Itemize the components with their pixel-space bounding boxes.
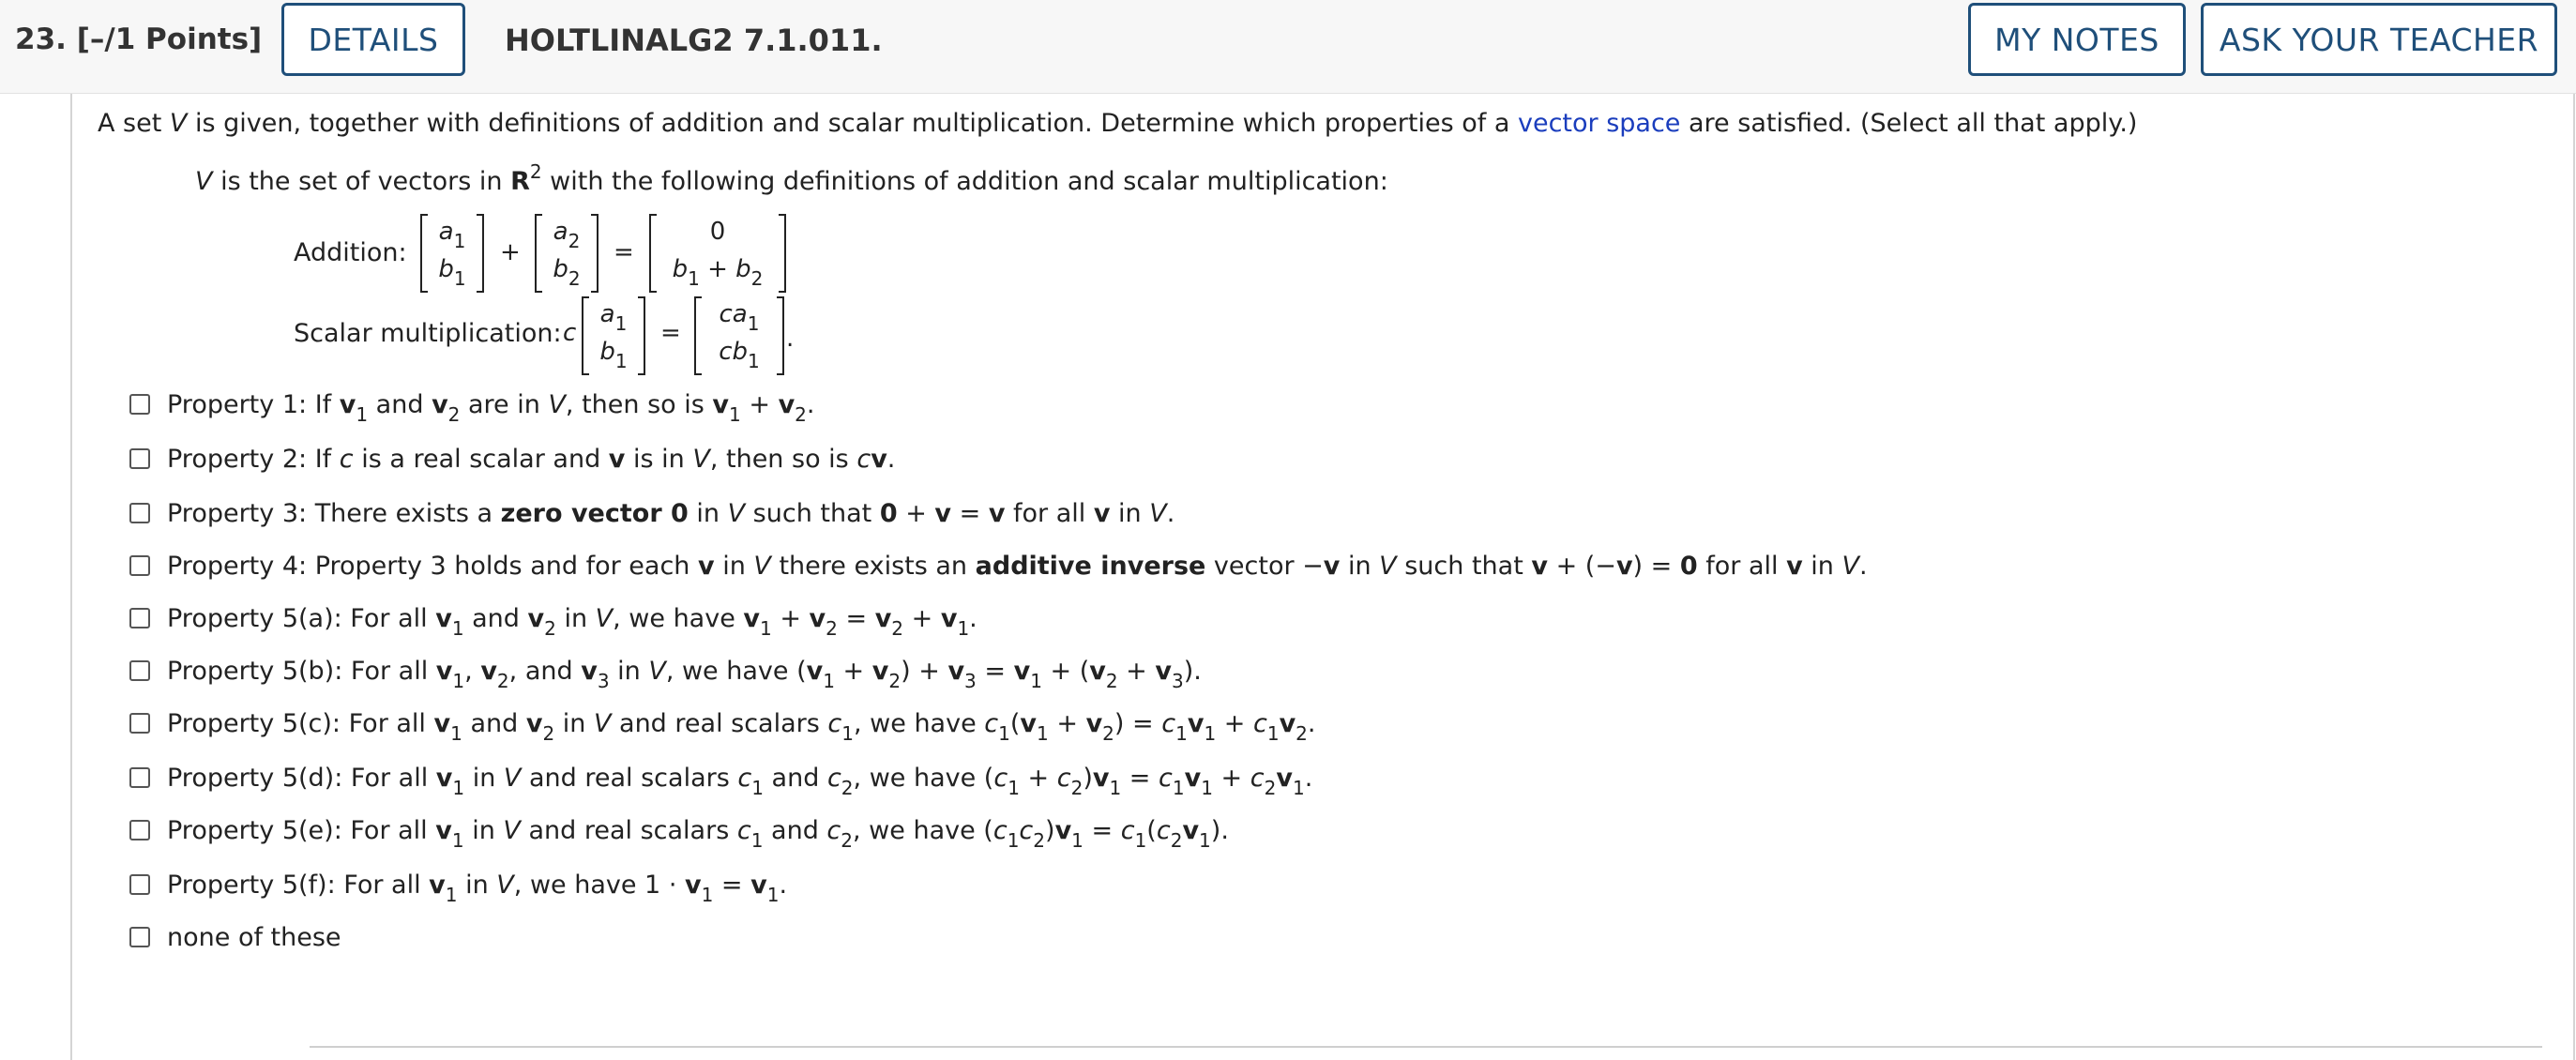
property-5b-label: Property 5(b): For all $v_1$, $v_2$, and $v_3$ in V, we have $(v_1 + v_2) + v_3 = v_1 + (v_2 + v_3)$. [167,657,1202,692]
problem-code: HOLTLINALG2 7.1.011. [505,23,883,58]
matrix-scalar-result: $ca_1$ $cb_1$ [694,296,784,375]
property-5f-label: Property 5(f): For all $v_1$ in V, we have $1 \cdot v_1 = v_1$. [167,871,788,906]
question-header [0,0,2576,94]
plus-sign: + [500,238,521,266]
matrix-a1-b1: $a_1$ $b_1$ [420,214,484,293]
property-5a-checkbox[interactable] [129,608,150,628]
property-5c-label: Property 5(c): For all $v_1$ and $v_2$ in V and real scalars $c_1$, we have $c_1(v_1 + v_2) = c_1v_1 + c_1v_2$. [167,709,1316,745]
property-5e-checkbox[interactable] [129,820,150,840]
property-1-checkbox[interactable] [129,394,150,415]
property-5a-label: Property 5(a): For all $v_1$ and $v_2$ in V, we have $v_1 + v_2 = v_2 + v_1$. [167,604,977,640]
question-prompt: A set V is given, together with definitions of addition and scalar multiplication. Determine which properties of a vector space are satisfied. (Select all that apply.) [98,109,2138,138]
property-5d-label: Property 5(d): For all $v_1$ in V and real scalars $c_1$ and $c_2$, we have $(c_1 + c_2)v_1 = c_1v_1 + c_2v_1$. [167,764,1313,799]
matrix-a2-b2: $a_2$ $b_2$ [535,214,599,293]
matrix-sum-result: 0 $b_1 + b_2$ [649,214,786,293]
set-definition-intro: V is the set of vectors in $R^2$ with the following definitions of addition and scalar multiplication: [195,160,1388,196]
details-button[interactable]: DETAILS [281,3,465,76]
property-4-checkbox[interactable] [129,555,150,576]
property-5f-checkbox[interactable] [129,874,150,895]
property-5b-checkbox[interactable] [129,660,150,681]
matrix-a1-b1-scalar: $a_1$ $b_1$ [582,296,645,375]
scalar-c: c [563,319,577,347]
answer-area-divider [310,1046,2542,1048]
property-5e-label: Property 5(e): For all $v_1$ in V and real scalars $c_1$ and $c_2$, we have $(c_1c_2)v_1 = c_1(c_2v_1)$. [167,816,1229,852]
property-2-label: Property 2: If c is a real scalar and v is in V, then so is cv. [167,445,896,474]
none-of-these-checkbox[interactable] [129,927,150,947]
points-label: 23. [–/1 Points] [15,23,263,56]
period: . [786,325,795,353]
scalar-multiplication-label: Scalar multiplication: [294,319,562,348]
property-3-checkbox[interactable] [129,503,150,523]
my-notes-button[interactable]: MY NOTES [1968,3,2186,76]
property-4-label: Property 4: Property 3 holds and for each v in V there exists an additive inverse vector −v in V such that v + (−v) = 0 for all v in V. [167,552,1868,581]
addition-label: Addition: [294,238,407,267]
ask-teacher-button[interactable]: ASK YOUR TEACHER [2201,3,2557,76]
property-1-label: Property 1: If $v_1$ and $v_2$ are in V, then so is $v_1 + v_2$. [167,390,815,426]
none-of-these-label: none of these [167,923,341,952]
property-5d-checkbox[interactable] [129,767,150,788]
equals-sign: = [614,238,634,266]
property-5c-checkbox[interactable] [129,713,150,734]
property-2-checkbox[interactable] [129,448,150,469]
equals-sign-scalar: = [660,319,681,347]
vector-space-link[interactable]: vector space [1517,109,1681,138]
property-3-label: Property 3: There exists a zero vector 0 in V such that 0 + v = v for all v in V. [167,499,1175,528]
